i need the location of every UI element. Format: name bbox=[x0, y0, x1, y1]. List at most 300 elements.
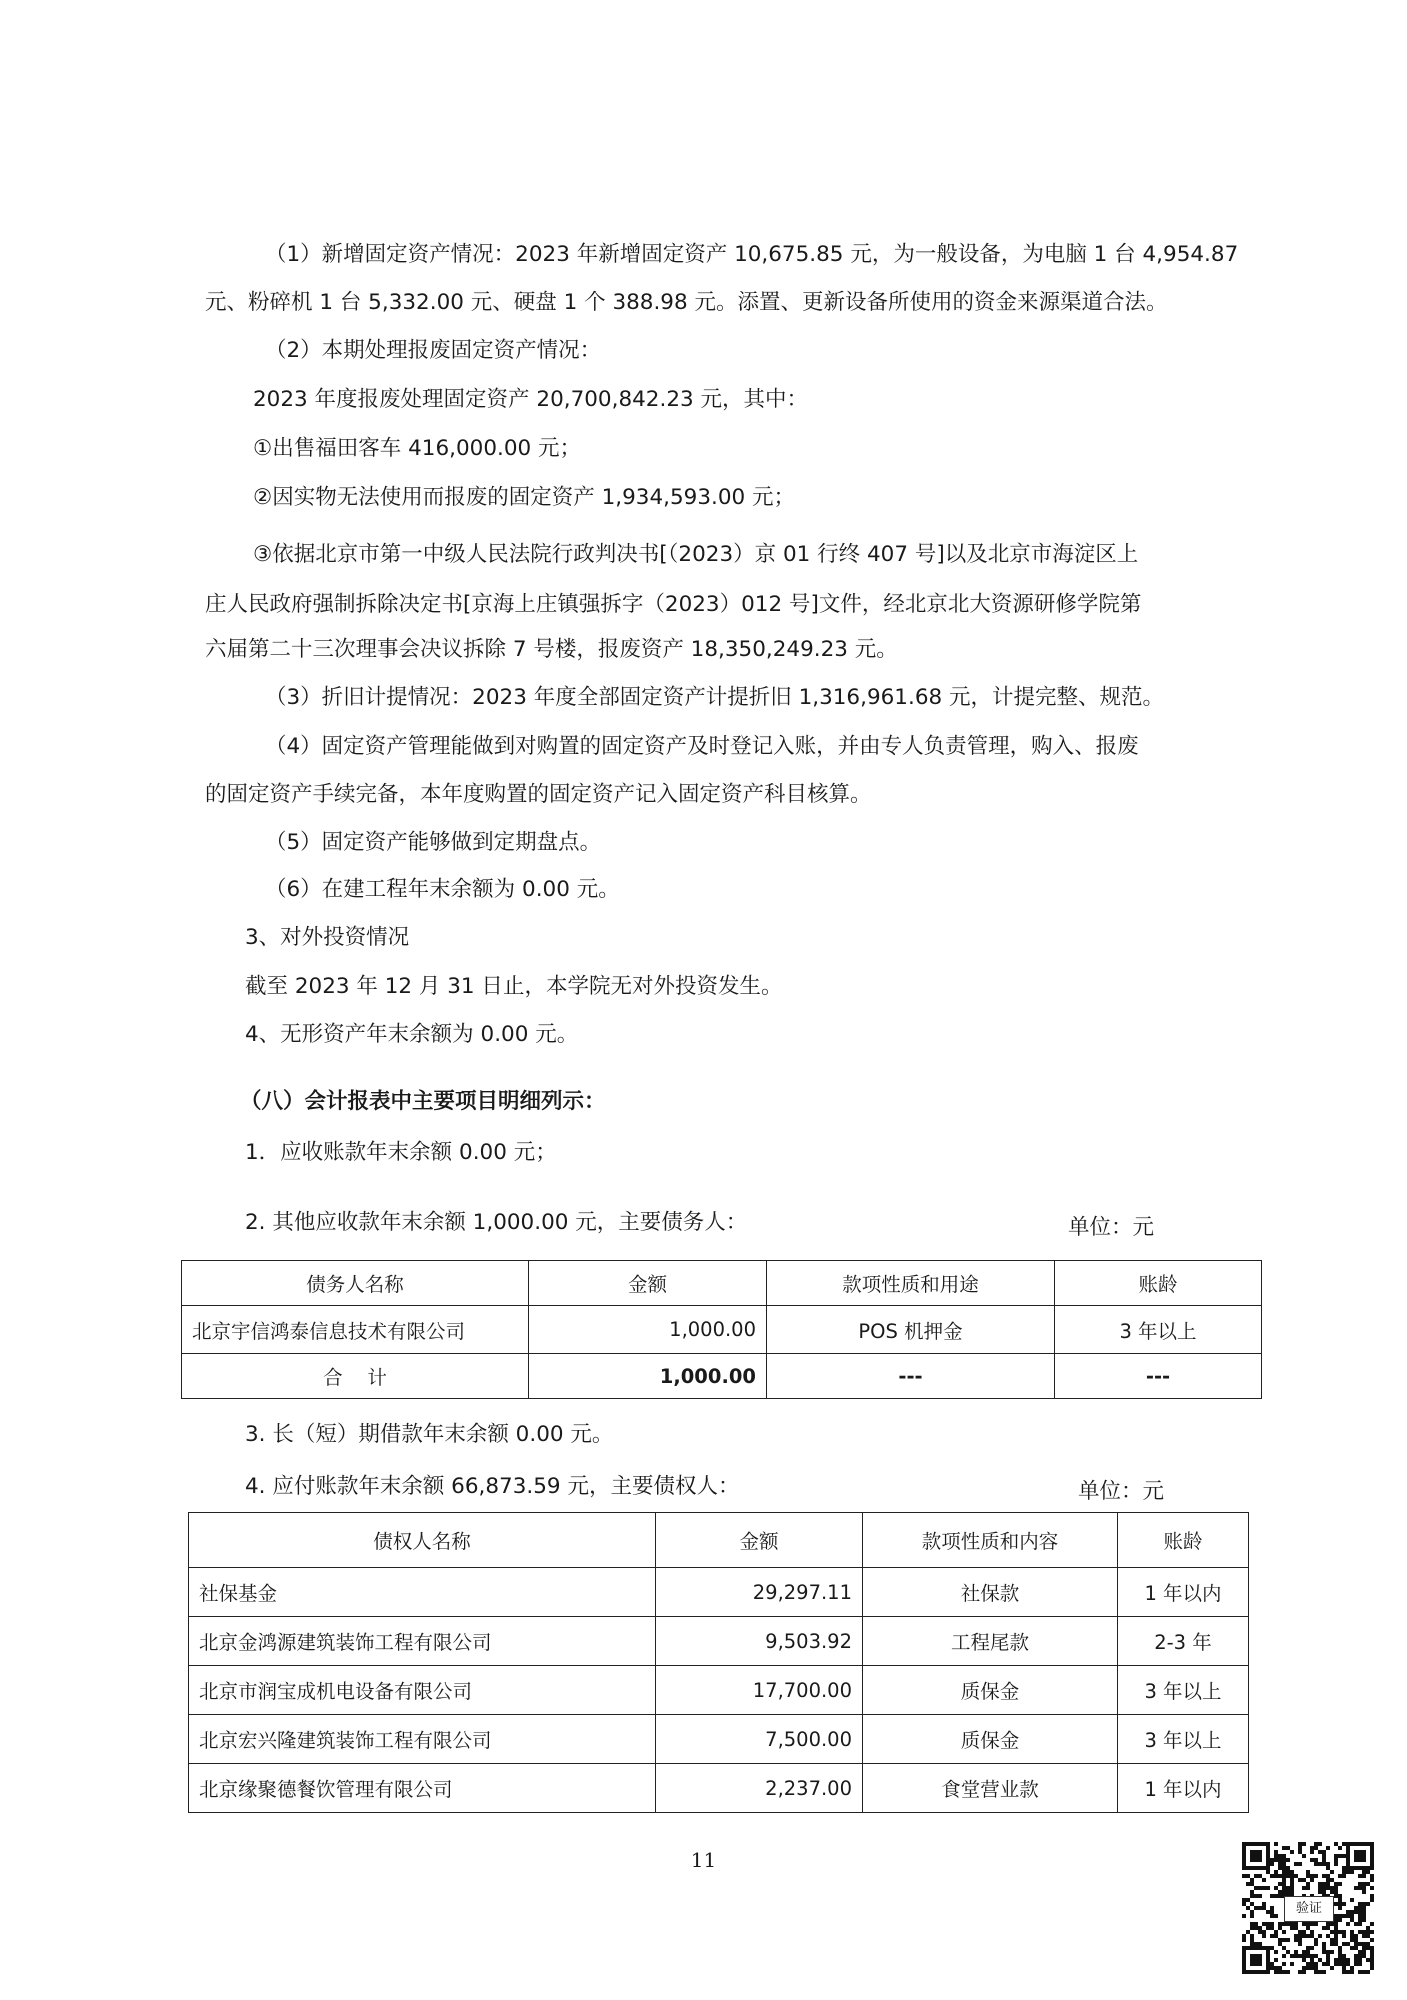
qr-module bbox=[1334, 1862, 1338, 1866]
qr-module bbox=[1342, 1934, 1346, 1938]
qr-module bbox=[1358, 1910, 1362, 1914]
qr-module bbox=[1358, 1914, 1362, 1918]
para-receivables: 1．应收账款年末余额 0.00 元； bbox=[245, 1140, 557, 1165]
qr-module bbox=[1274, 1870, 1278, 1874]
cell-aging: 1 年以内 bbox=[1118, 1568, 1249, 1617]
cell-nature: 质保金 bbox=[863, 1715, 1118, 1764]
qr-module bbox=[1334, 1854, 1338, 1858]
qr-module bbox=[1290, 1926, 1294, 1930]
qr-module bbox=[1246, 1874, 1250, 1878]
table-row bbox=[189, 1715, 1249, 1764]
qr-module bbox=[1314, 1938, 1318, 1942]
qr-module bbox=[1294, 1934, 1298, 1938]
qr-module bbox=[1362, 1946, 1366, 1950]
qr-module bbox=[1370, 1954, 1374, 1958]
qr-module bbox=[1338, 1914, 1342, 1918]
qr-module bbox=[1366, 1942, 1370, 1946]
qr-module bbox=[1370, 1922, 1374, 1926]
qr-module bbox=[1278, 1922, 1282, 1926]
table-row bbox=[189, 1764, 1249, 1813]
qr-module bbox=[1370, 1850, 1374, 1854]
qr-module bbox=[1286, 1922, 1290, 1926]
qr-module bbox=[1314, 1922, 1318, 1926]
qr-module bbox=[1366, 1870, 1370, 1874]
cell-nature: 质保金 bbox=[863, 1666, 1118, 1715]
para-disposal-item-3-a: ③依据北京市第一中级人民法院行政判决书[（2023）京 01 行终 407 号]以及北京市海淀区上 bbox=[253, 542, 1139, 567]
qr-module bbox=[1362, 1906, 1366, 1910]
qr-module bbox=[1246, 1866, 1250, 1870]
para-inventory: （5）固定资产能够做到定期盘点。 bbox=[265, 830, 602, 855]
qr-module bbox=[1322, 1926, 1326, 1930]
qr-module bbox=[1314, 1954, 1318, 1958]
qr-module bbox=[1270, 1962, 1274, 1966]
qr-module bbox=[1254, 1894, 1258, 1898]
qr-module bbox=[1322, 1890, 1326, 1894]
qr-module bbox=[1278, 1970, 1282, 1974]
qr-module bbox=[1350, 1910, 1354, 1914]
cell-aging: 3 年以上 bbox=[1118, 1715, 1249, 1764]
qr-module bbox=[1322, 1854, 1326, 1858]
qr-module bbox=[1338, 1958, 1342, 1962]
qr-module bbox=[1302, 1922, 1306, 1926]
qr-module bbox=[1274, 1930, 1278, 1934]
qr-module bbox=[1326, 1962, 1330, 1966]
qr-module bbox=[1254, 1874, 1258, 1878]
header-amount: 金额 bbox=[656, 1513, 863, 1568]
qr-module bbox=[1242, 1950, 1246, 1954]
qr-module bbox=[1370, 1874, 1374, 1878]
qr-module bbox=[1310, 1930, 1314, 1934]
qr-module bbox=[1250, 1894, 1254, 1898]
qr-module bbox=[1326, 1950, 1330, 1954]
qr-module bbox=[1254, 1962, 1258, 1966]
qr-module bbox=[1366, 1946, 1370, 1950]
qr-module bbox=[1266, 1910, 1270, 1914]
qr-module bbox=[1330, 1890, 1334, 1894]
header-nature: 款项性质和内容 bbox=[863, 1513, 1118, 1568]
qr-module bbox=[1262, 1906, 1266, 1910]
qr-module bbox=[1354, 1934, 1358, 1938]
qr-module bbox=[1362, 1918, 1366, 1922]
qr-module bbox=[1302, 1934, 1306, 1938]
qr-module bbox=[1254, 1970, 1258, 1974]
qr-module bbox=[1258, 1842, 1262, 1846]
qr-module bbox=[1342, 1902, 1346, 1906]
qr-module bbox=[1302, 1954, 1306, 1958]
qr-module bbox=[1334, 1894, 1338, 1898]
qr-module bbox=[1290, 1850, 1294, 1854]
qr-module bbox=[1334, 1958, 1338, 1962]
qr-module bbox=[1334, 1942, 1338, 1946]
qr-module bbox=[1242, 1846, 1246, 1850]
qr-module bbox=[1286, 1950, 1290, 1954]
qr-module bbox=[1302, 1966, 1306, 1970]
qr-module bbox=[1326, 1878, 1330, 1882]
qr-module bbox=[1302, 1886, 1306, 1890]
qr-module bbox=[1250, 1910, 1254, 1914]
qr-module bbox=[1298, 1938, 1302, 1942]
qr-module bbox=[1338, 1846, 1342, 1850]
qr-module bbox=[1318, 1850, 1322, 1854]
qr-module bbox=[1362, 1950, 1366, 1954]
qr-module bbox=[1322, 1946, 1326, 1950]
table-row bbox=[189, 1568, 1249, 1617]
qr-module bbox=[1358, 1922, 1362, 1926]
qr-module bbox=[1330, 1930, 1334, 1934]
qr-module bbox=[1266, 1922, 1270, 1926]
qr-module bbox=[1354, 1922, 1358, 1926]
qr-module bbox=[1250, 1858, 1254, 1862]
qr-module bbox=[1370, 1846, 1374, 1850]
qr-module bbox=[1346, 1922, 1350, 1926]
para-loans: 3. 长（短）期借款年末余额 0.00 元。 bbox=[245, 1422, 614, 1447]
qr-module bbox=[1322, 1850, 1326, 1854]
qr-module bbox=[1314, 1966, 1318, 1970]
qr-module bbox=[1334, 1890, 1338, 1894]
qr-module bbox=[1266, 1946, 1270, 1950]
header-aging: 账龄 bbox=[1118, 1513, 1249, 1568]
qr-module bbox=[1330, 1878, 1334, 1882]
qr-module bbox=[1254, 1850, 1258, 1854]
qr-module bbox=[1298, 1954, 1302, 1958]
qr-module bbox=[1282, 1866, 1286, 1870]
qr-module bbox=[1346, 1962, 1350, 1966]
qr-module bbox=[1330, 1942, 1334, 1946]
qr-module bbox=[1282, 1874, 1286, 1878]
qr-module bbox=[1282, 1854, 1286, 1858]
qr-module bbox=[1282, 1886, 1286, 1890]
qr-module bbox=[1298, 1942, 1302, 1946]
qr-module bbox=[1342, 1866, 1346, 1870]
qr-module bbox=[1326, 1846, 1330, 1850]
qr-module bbox=[1358, 1902, 1362, 1906]
qr-module bbox=[1266, 1862, 1270, 1866]
qr-module bbox=[1302, 1854, 1306, 1858]
qr-module bbox=[1262, 1970, 1266, 1974]
qr-badge: 验证 bbox=[1284, 1896, 1334, 1922]
qr-module bbox=[1266, 1970, 1270, 1974]
qr-module bbox=[1310, 1962, 1314, 1966]
cell-amount: 17,700.00 bbox=[656, 1666, 863, 1715]
qr-module bbox=[1258, 1946, 1262, 1950]
qr-module bbox=[1262, 1922, 1266, 1926]
qr-module bbox=[1362, 1858, 1366, 1862]
qr-module bbox=[1306, 1966, 1310, 1970]
qr-module bbox=[1342, 1842, 1346, 1846]
qr-module bbox=[1370, 1878, 1374, 1882]
qr-module bbox=[1322, 1942, 1326, 1946]
qr-module bbox=[1294, 1950, 1298, 1954]
qr-module bbox=[1266, 1958, 1270, 1962]
qr-module bbox=[1362, 1886, 1366, 1890]
qr-module bbox=[1350, 1898, 1354, 1902]
qr-module bbox=[1370, 1862, 1374, 1866]
qr-module bbox=[1366, 1902, 1370, 1906]
qr-module bbox=[1338, 1930, 1342, 1934]
qr-module bbox=[1282, 1878, 1286, 1882]
qr-module bbox=[1358, 1930, 1362, 1934]
qr-module bbox=[1354, 1958, 1358, 1962]
qr-module bbox=[1282, 1870, 1286, 1874]
qr-module bbox=[1258, 1930, 1262, 1934]
qr-module bbox=[1254, 1858, 1258, 1862]
qr-module bbox=[1250, 1878, 1254, 1882]
qr-module bbox=[1314, 1942, 1318, 1946]
qr-module bbox=[1274, 1886, 1278, 1890]
header-debtor: 债务人名称 bbox=[182, 1261, 529, 1306]
qr-module bbox=[1350, 1938, 1354, 1942]
qr-module bbox=[1270, 1926, 1274, 1930]
qr-module bbox=[1318, 1958, 1322, 1962]
qr-module bbox=[1322, 1962, 1326, 1966]
qr-module bbox=[1254, 1842, 1258, 1846]
qr-module bbox=[1306, 1882, 1310, 1886]
para-construction: （6）在建工程年末余额为 0.00 元。 bbox=[265, 877, 620, 902]
qr-module bbox=[1250, 1970, 1254, 1974]
qr-module bbox=[1302, 1842, 1306, 1846]
qr-module bbox=[1310, 1858, 1314, 1862]
qr-module bbox=[1370, 1962, 1374, 1966]
qr-module bbox=[1258, 1958, 1262, 1962]
qr-module bbox=[1262, 1934, 1266, 1938]
qr-module bbox=[1306, 1954, 1310, 1958]
qr-module bbox=[1350, 1914, 1354, 1918]
para-intangible: 4、无形资产年末余额为 0.00 元。 bbox=[245, 1022, 579, 1047]
qr-module bbox=[1342, 1914, 1346, 1918]
qr-module bbox=[1366, 1842, 1370, 1846]
qr-module bbox=[1326, 1926, 1330, 1930]
qr-module bbox=[1314, 1874, 1318, 1878]
qr-module bbox=[1270, 1894, 1274, 1898]
para-depreciation: （3）折旧计提情况：2023 年度全部固定资产计提折旧 1,316,961.68 元，计提完整、规范。 bbox=[265, 685, 1165, 710]
qr-module bbox=[1242, 1938, 1246, 1942]
qr-module bbox=[1254, 1958, 1258, 1962]
cell-nature: 工程尾款 bbox=[863, 1617, 1118, 1666]
qr-module bbox=[1266, 1950, 1270, 1954]
qr-module bbox=[1370, 1854, 1374, 1858]
qr-module bbox=[1262, 1866, 1266, 1870]
qr-module bbox=[1258, 1874, 1262, 1878]
cell-nature: 社保款 bbox=[863, 1568, 1118, 1617]
qr-module bbox=[1354, 1886, 1358, 1890]
qr-module bbox=[1338, 1882, 1342, 1886]
qr-module bbox=[1370, 1866, 1374, 1870]
para-disposal-total: 2023 年度报废处理固定资产 20,700,842.23 元，其中： bbox=[253, 387, 809, 412]
qr-module bbox=[1346, 1866, 1350, 1870]
qr-module bbox=[1254, 1942, 1258, 1946]
qr-module bbox=[1314, 1846, 1318, 1850]
qr-module bbox=[1354, 1910, 1358, 1914]
qr-module bbox=[1274, 1958, 1278, 1962]
qr-module bbox=[1350, 1966, 1354, 1970]
qr-module bbox=[1290, 1954, 1294, 1958]
qr-module bbox=[1334, 1926, 1338, 1930]
qr-module bbox=[1246, 1842, 1250, 1846]
qr-module bbox=[1298, 1878, 1302, 1882]
qr-module bbox=[1306, 1926, 1310, 1930]
qr-module bbox=[1314, 1858, 1318, 1862]
para-disposal-item-3-b: 庄人民政府强制拆除决定书[京海上庄镇强拆字（2023）012 号]文件，经北京北大资源研修学院第 bbox=[205, 592, 1142, 617]
qr-module bbox=[1250, 1954, 1254, 1958]
qr-module bbox=[1278, 1890, 1282, 1894]
qr-module bbox=[1266, 1870, 1270, 1874]
qr-module bbox=[1242, 1842, 1246, 1846]
qr-module bbox=[1306, 1950, 1310, 1954]
qr-module bbox=[1286, 1890, 1290, 1894]
qr-module bbox=[1278, 1926, 1282, 1930]
header-creditor: 债权人名称 bbox=[189, 1513, 656, 1568]
qr-module bbox=[1358, 1906, 1362, 1910]
qr-module bbox=[1246, 1946, 1250, 1950]
table-row bbox=[182, 1306, 1262, 1354]
qr-module bbox=[1310, 1966, 1314, 1970]
qr-module bbox=[1246, 1970, 1250, 1974]
qr-module bbox=[1342, 1854, 1346, 1858]
cell-debtor: 北京宇信鸿泰信息技术有限公司 bbox=[182, 1306, 529, 1354]
qr-module bbox=[1362, 1970, 1366, 1974]
qr-module bbox=[1282, 1862, 1286, 1866]
qr-module bbox=[1338, 1854, 1342, 1858]
qr-module bbox=[1338, 1906, 1342, 1910]
qr-module bbox=[1282, 1930, 1286, 1934]
qr-module bbox=[1366, 1866, 1370, 1870]
qr-module bbox=[1370, 1842, 1374, 1846]
qr-module bbox=[1274, 1934, 1278, 1938]
qr-module bbox=[1342, 1874, 1346, 1878]
qr-module bbox=[1266, 1926, 1270, 1930]
qr-module bbox=[1358, 1866, 1362, 1870]
para-new-assets-2: 元、粉碎机 1 台 5,332.00 元、硬盘 1 个 388.98 元。添置、更新设备所使用的资金来源渠道合法。 bbox=[205, 290, 1168, 315]
qr-module bbox=[1310, 1874, 1314, 1878]
qr-module bbox=[1242, 1866, 1246, 1870]
qr-module bbox=[1266, 1842, 1270, 1846]
qr-module bbox=[1326, 1958, 1330, 1962]
qr-module bbox=[1354, 1938, 1358, 1942]
qr-module bbox=[1306, 1922, 1310, 1926]
qr-module bbox=[1338, 1898, 1342, 1902]
qr-module bbox=[1326, 1862, 1330, 1866]
qr-module bbox=[1318, 1862, 1322, 1866]
qr-module bbox=[1334, 1902, 1338, 1906]
para-disposal-item-2: ②因实物无法使用而报废的固定资产 1,934,593.00 元； bbox=[253, 485, 796, 510]
qr-module bbox=[1342, 1942, 1346, 1946]
qr-module bbox=[1254, 1854, 1258, 1858]
qr-module bbox=[1282, 1954, 1286, 1958]
qr-module bbox=[1246, 1882, 1250, 1886]
qr-module bbox=[1358, 1958, 1362, 1962]
qr-module bbox=[1290, 1890, 1294, 1894]
para-disposal-item-1: ①出售福田客车 416,000.00 元； bbox=[253, 436, 582, 461]
qr-module bbox=[1266, 1850, 1270, 1854]
qr-module bbox=[1270, 1910, 1274, 1914]
para-management-2: 的固定资产手续完备，本年度购置的固定资产记入固定资产科目核算。 bbox=[205, 782, 872, 807]
qr-module bbox=[1310, 1934, 1314, 1938]
qr-module bbox=[1254, 1954, 1258, 1958]
qr-module bbox=[1302, 1878, 1306, 1882]
qr-module bbox=[1346, 1854, 1350, 1858]
cell-amount: 1,000.00 bbox=[529, 1306, 767, 1354]
qr-module bbox=[1342, 1958, 1346, 1962]
qr-module bbox=[1298, 1970, 1302, 1974]
qr-module bbox=[1310, 1946, 1314, 1950]
qr-module bbox=[1358, 1918, 1362, 1922]
qr-module bbox=[1322, 1882, 1326, 1886]
qr-module bbox=[1354, 1906, 1358, 1910]
qr-module bbox=[1338, 1946, 1342, 1950]
qr-module bbox=[1310, 1846, 1314, 1850]
qr-module bbox=[1258, 1854, 1262, 1858]
qr-module bbox=[1246, 1906, 1250, 1910]
table-row bbox=[189, 1617, 1249, 1666]
qr-module bbox=[1274, 1858, 1278, 1862]
qr-module bbox=[1258, 1942, 1262, 1946]
cell-total-label: 合 计 bbox=[182, 1354, 529, 1399]
qr-module bbox=[1322, 1886, 1326, 1890]
qr-module bbox=[1334, 1930, 1338, 1934]
qr-module bbox=[1338, 1894, 1342, 1898]
qr-module bbox=[1310, 1878, 1314, 1882]
qr-module bbox=[1266, 1962, 1270, 1966]
cell-creditor: 北京市润宝成机电设备有限公司 bbox=[189, 1666, 656, 1715]
qr-module bbox=[1370, 1894, 1374, 1898]
qr-module bbox=[1278, 1874, 1282, 1878]
para-other-receivables: 2. 其他应收款年末余额 1,000.00 元，主要债务人： bbox=[245, 1210, 748, 1235]
qr-module bbox=[1266, 1858, 1270, 1862]
qr-module bbox=[1274, 1874, 1278, 1878]
qr-module bbox=[1322, 1862, 1326, 1866]
qr-module bbox=[1334, 1842, 1338, 1846]
qr-code-icon[interactable] bbox=[1242, 1842, 1374, 1974]
qr-module bbox=[1282, 1890, 1286, 1894]
qr-module bbox=[1338, 1954, 1342, 1958]
qr-module bbox=[1242, 1970, 1246, 1974]
qr-module bbox=[1338, 1950, 1342, 1954]
qr-module bbox=[1362, 1902, 1366, 1906]
qr-module bbox=[1298, 1930, 1302, 1934]
qr-module bbox=[1362, 1914, 1366, 1918]
qr-module bbox=[1250, 1914, 1254, 1918]
qr-module bbox=[1282, 1946, 1286, 1950]
cell-amount: 2,237.00 bbox=[656, 1764, 863, 1813]
qr-module bbox=[1258, 1886, 1262, 1890]
qr-module bbox=[1354, 1946, 1358, 1950]
qr-module bbox=[1282, 1846, 1286, 1850]
qr-module bbox=[1302, 1958, 1306, 1962]
table-total-row bbox=[182, 1354, 1262, 1399]
qr-module bbox=[1362, 1882, 1366, 1886]
qr-module bbox=[1262, 1930, 1266, 1934]
cell-nature: POS 机押金 bbox=[767, 1306, 1055, 1354]
qr-module bbox=[1334, 1934, 1338, 1938]
qr-module bbox=[1358, 1950, 1362, 1954]
payables-table bbox=[188, 1512, 1249, 1813]
qr-module bbox=[1362, 1866, 1366, 1870]
qr-module bbox=[1278, 1866, 1282, 1870]
qr-module bbox=[1294, 1954, 1298, 1958]
qr-module bbox=[1250, 1946, 1254, 1950]
qr-module bbox=[1250, 1866, 1254, 1870]
qr-module bbox=[1242, 1850, 1246, 1854]
qr-module bbox=[1350, 1946, 1354, 1950]
qr-module bbox=[1326, 1922, 1330, 1926]
cell-total-nature: --- bbox=[767, 1354, 1055, 1399]
qr-module bbox=[1258, 1926, 1262, 1930]
para-management-1: （4）固定资产管理能做到对购置的固定资产及时登记入账，并由专人负责管理，购入、报废 bbox=[265, 734, 1139, 759]
qr-module bbox=[1250, 1962, 1254, 1966]
unit-label: 单位：元 bbox=[1068, 1215, 1155, 1240]
qr-module bbox=[1254, 1946, 1258, 1950]
qr-module bbox=[1330, 1886, 1334, 1890]
